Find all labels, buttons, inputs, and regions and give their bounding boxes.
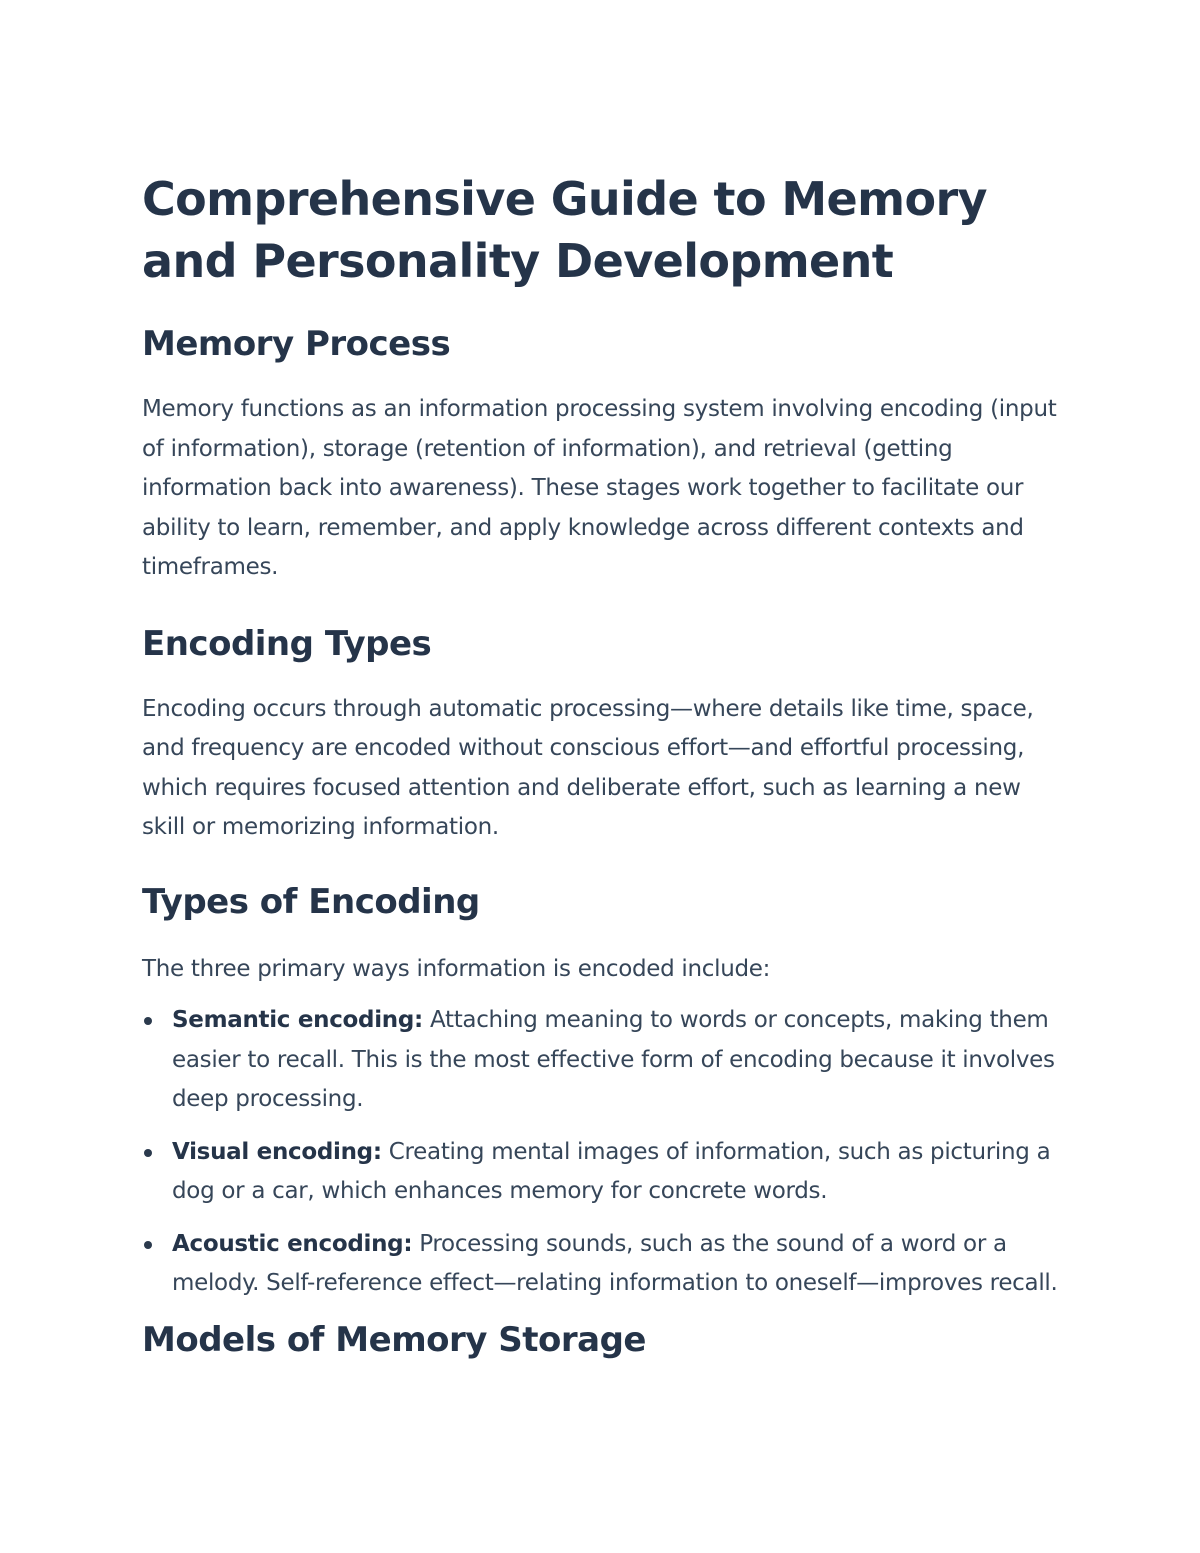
section-heading-encoding-types: Encoding Types [142, 623, 432, 664]
list-item-visual-encoding [142, 1133, 1067, 1212]
list-item-text: Processing sounds, such as the sound of a word or a melody. Self-reference effect—relating information to oneself—improves recall. [172, 1230, 1058, 1296]
list-item-semantic-encoding [142, 1001, 1067, 1120]
section-heading-types-of-encoding: Types of Encoding [142, 881, 480, 922]
list-item-term: Acoustic encoding: [172, 1230, 413, 1257]
list-item-text: Creating mental images of information, such as picturing a dog or a car, which enhances memory for concrete words. [172, 1138, 1051, 1204]
section-heading-models-of-memory-storage: Models of Memory Storage [142, 1319, 646, 1360]
list-item-text: Attaching meaning to words or concepts, making them easier to recall. This is the most effective form of encoding because it involves deep processing. [172, 1007, 1055, 1112]
list-item-acoustic-encoding [142, 1225, 1067, 1304]
document-page [142, 168, 1067, 1362]
bullet-icon [144, 1149, 152, 1157]
section-paragraph-memory-process: Memory functions as an information processing system involving encoding (input of information), storage (retention of information), and retrieval (getting information back into awareness). These stages work together to facilitate our ability to learn, remember, and apply knowledge across different contexts and timeframes. [142, 396, 1057, 580]
section-paragraph-encoding-types: Encoding occurs through automatic processing—where details like time, space, and frequency are encoded without conscious effort—and effortful processing, which requires focused attention and deliberate effort, such as learning a new skill or memorizing information. [142, 695, 1034, 840]
list-item-term: Visual encoding: [172, 1138, 382, 1165]
encoding-types-list [142, 1001, 1067, 1304]
bullet-icon [144, 1017, 152, 1025]
bullet-icon [144, 1241, 152, 1249]
section-heading-memory-process: Memory Process [142, 324, 451, 364]
document-title: Comprehensive Guide to Memory and Personality Development [142, 172, 987, 288]
list-item-term: Semantic encoding: [172, 1007, 423, 1033]
section-intro-types-of-encoding: The three primary ways information is encoded include: [142, 955, 771, 982]
